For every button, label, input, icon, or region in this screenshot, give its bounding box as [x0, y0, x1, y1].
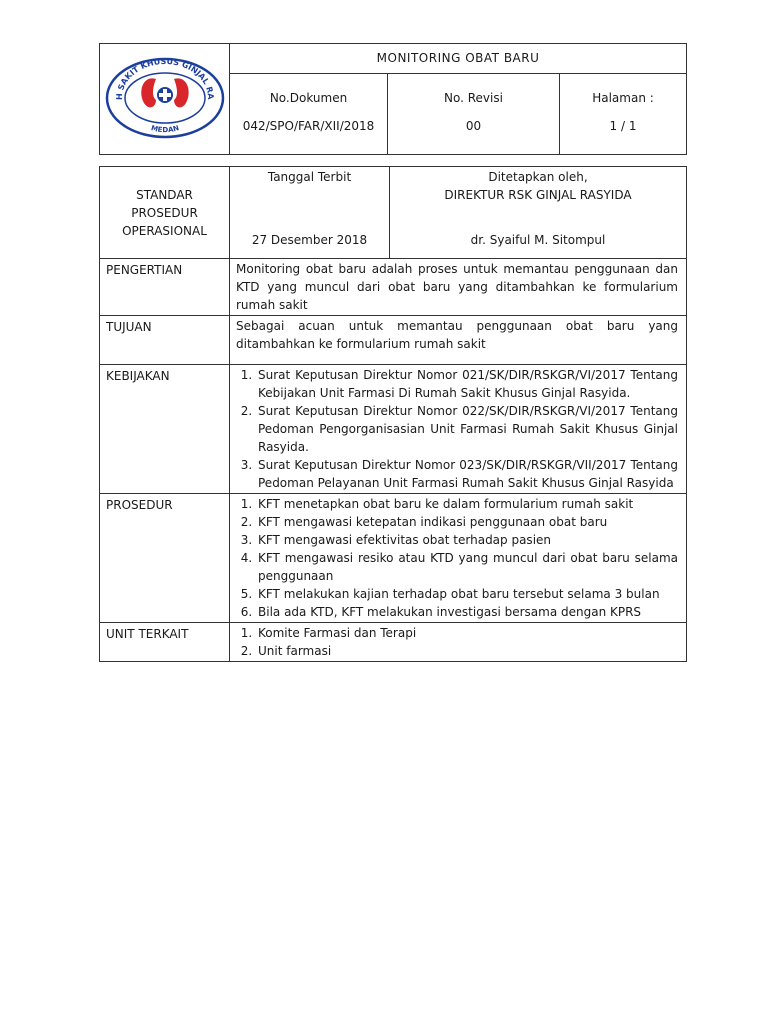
halaman-value: 1 / 1 [609, 119, 637, 133]
no-dokumen-value: 042/SPO/FAR/XII/2018 [242, 119, 375, 133]
halaman-cell [560, 74, 687, 155]
prosedur-list [236, 495, 678, 621]
list-item: 3. Surat Keputusan Direktur Nomor 023/SK/DIR/RSKGR/VII/2017 Tentang Pedoman Pelayanan Unit Farmasi Rumah Sakit Khusus Ginjal Rasyida [256, 456, 678, 492]
tanggal-terbit-cell [230, 167, 390, 259]
sop-line-1: STANDAR [136, 187, 193, 202]
ditetapkan-cell [390, 167, 687, 259]
list-item: 2. Surat Keputusan Direktur Nomor 022/SK/DIR/RSKGR/VI/2017 Tentang Pedoman Pengorganisasian Unit Farmasi Rumah Sakit Khusus Ginjal Rasyida. [256, 402, 678, 456]
list-item: 4. KFT mengawasi resiko atau KTD yang muncul dari obat baru selama penggunaan [256, 549, 678, 585]
list-item: 2. KFT mengawasi ketepatan indikasi penggunaan obat baru [256, 513, 678, 531]
ditetapkan-jabatan: DIREKTUR RSK GINJAL RASYIDA [444, 188, 632, 202]
prosedur-list-cell [230, 494, 687, 623]
sop-line-3: OPERASIONAL [122, 223, 207, 238]
logo-text-top: H SAKIT KHUSUS GINJAL RA [114, 56, 215, 100]
kebijakan-label: KEBIJAKAN [100, 365, 230, 494]
no-revisi-cell [388, 74, 560, 155]
tujuan-label: TUJUAN [100, 316, 230, 365]
unit-terkait-list-cell [230, 623, 687, 662]
kebijakan-list [236, 366, 678, 492]
list-item: 5. KFT melakukan kajian terhadap obat baru tersebut selama 3 bulan [256, 585, 678, 603]
hospital-logo [104, 57, 226, 139]
tanggal-terbit-label: Tanggal Terbit [267, 170, 352, 184]
list-item: 6. Bila ada KTD, KFT melakukan investigasi bersama dengan KPRS [256, 603, 678, 621]
sop-label-cell [100, 167, 230, 259]
list-item: 1. KFT menetapkan obat baru ke dalam formularium rumah sakit [256, 495, 678, 513]
kebijakan-list-cell [230, 365, 687, 494]
hospital-logo-cell [100, 44, 230, 155]
prosedur-label: PROSEDUR [100, 494, 230, 623]
document-title: MONITORING OBAT BARU [230, 44, 687, 74]
list-item: 3. KFT mengawasi efektivitas obat terhadap pasien [256, 531, 678, 549]
no-revisi-label: No. Revisi [444, 91, 503, 105]
unit-terkait-label: UNIT TERKAIT [100, 623, 230, 662]
ditetapkan-label: Ditetapkan oleh, [488, 170, 588, 184]
unit-terkait-list [236, 624, 678, 660]
no-dokumen-label: No.Dokumen [269, 91, 348, 105]
sop-document [99, 43, 686, 662]
signatory-name: dr. Syaiful M. Sitompul [470, 233, 606, 247]
kidney-left-icon [141, 78, 156, 107]
list-item: 2. Unit farmasi [256, 642, 678, 660]
list-item: 1. Surat Keputusan Direktur Nomor 021/SK/DIR/RSKGR/VI/2017 Tentang Kebijakan Unit Farmasi Di Rumah Sakit Khusus Ginjal Rasyida. [256, 366, 678, 402]
document-body [99, 166, 687, 662]
kidney-right-icon [174, 78, 189, 107]
tujuan-text: Sebagai acuan untuk memantau penggunaan obat baru yang ditambahkan ke formularium rumah sakit [230, 316, 687, 365]
halaman-label: Halaman : [592, 91, 654, 105]
document-header [99, 43, 687, 155]
sop-line-2: PROSEDUR [131, 205, 198, 220]
list-item: 1. Komite Farmasi dan Terapi [256, 624, 678, 642]
tanggal-terbit-value: 27 Desember 2018 [251, 233, 368, 247]
pengertian-label: PENGERTIAN [100, 259, 230, 316]
pengertian-text: Monitoring obat baru adalah proses untuk memantau penggunaan dan KTD yang muncul dari obat baru yang ditambahkan ke formularium rumah sakit [230, 259, 687, 316]
logo-text-bottom: MEDAN [149, 123, 180, 134]
no-dokumen-cell [230, 74, 388, 155]
no-revisi-value: 00 [465, 119, 482, 133]
